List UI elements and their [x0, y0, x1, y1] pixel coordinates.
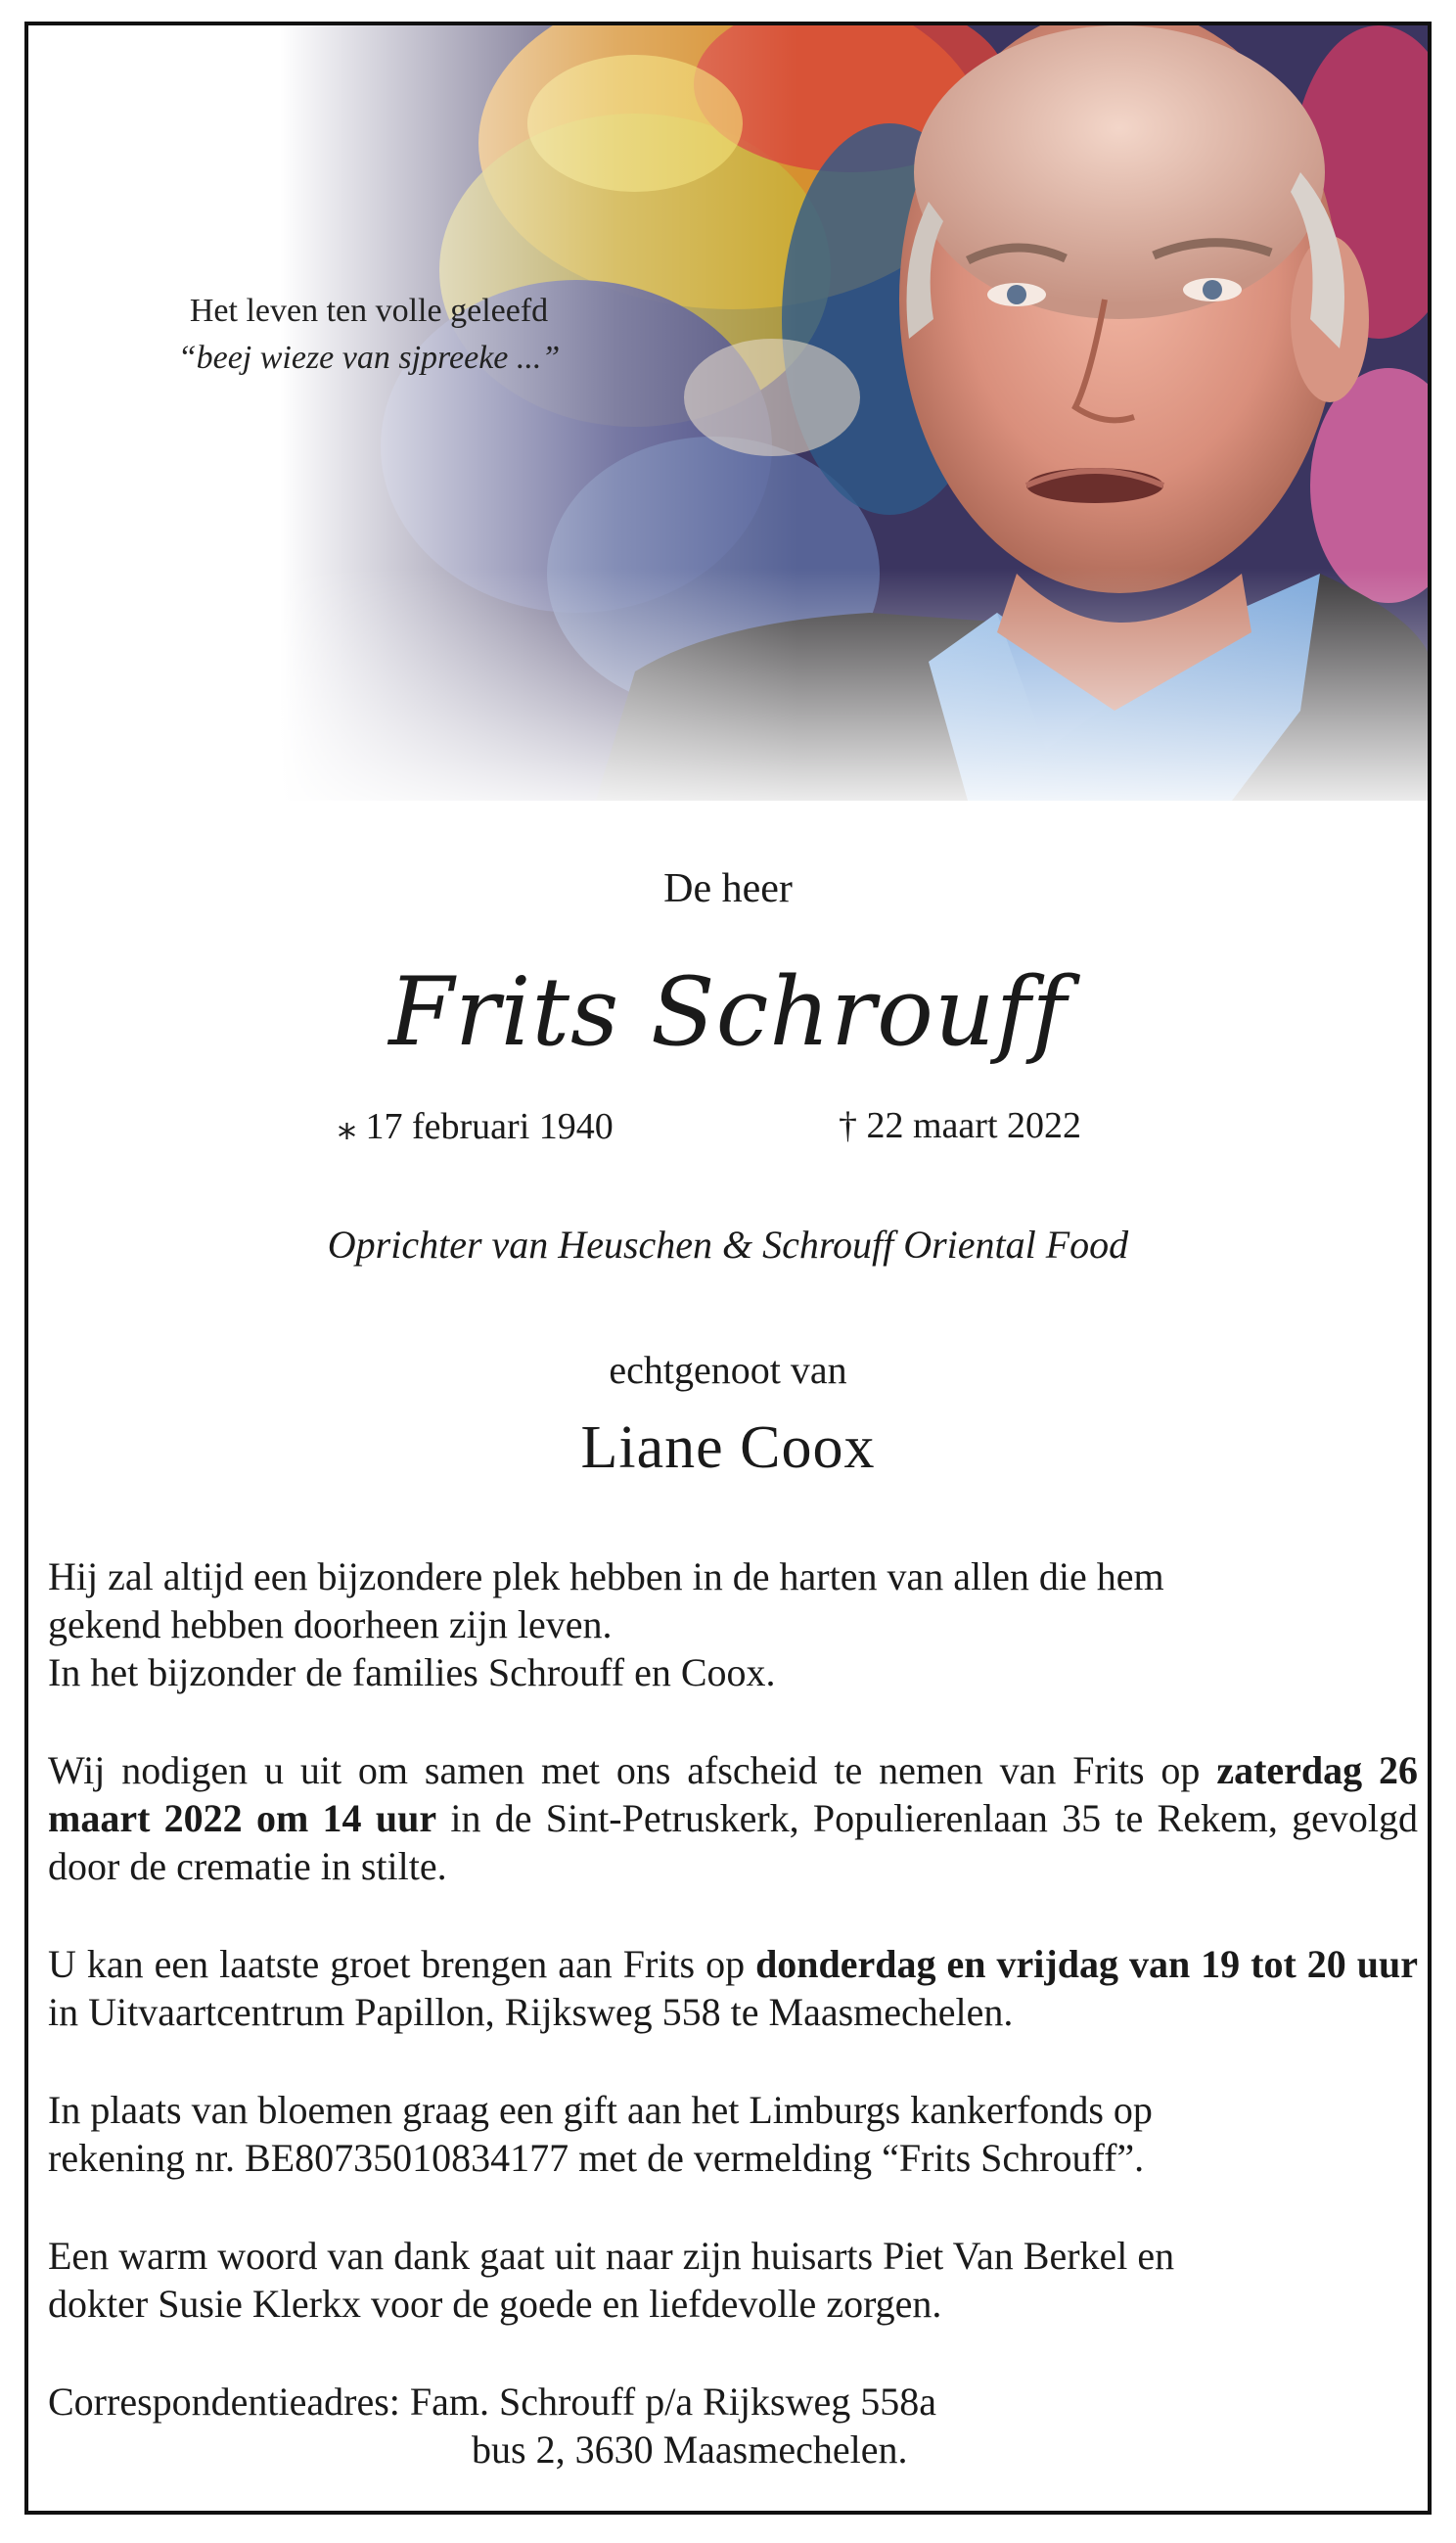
text-run: Wij nodigen u uit om samen met ons afscheid te nemen van Frits op [48, 1748, 1217, 1792]
text-line: Hij zal altijd een bijzondere plek hebben in de harten van allen die hem [48, 1554, 1164, 1598]
text-line: gekend hebben doorheen zijn leven. [48, 1602, 613, 1646]
paragraph-donation [48, 2086, 1418, 2182]
visitation-times: donderdag en vrijdag van 19 tot 20 uur [755, 1942, 1419, 1986]
motto-quote: “beej wieze van sjpreeke ...” [177, 340, 561, 376]
address-line: bus 2, 3630 Maasmechelen. [472, 2427, 908, 2472]
paragraph-remembrance [48, 1552, 1418, 1696]
founder-subtitle: Oprichter van Heuschen & Schrouff Oriental Food [327, 1223, 1129, 1267]
portrait-photo [28, 25, 1428, 801]
ceremony-datetime: zaterdag 26 maart 2022 om 14 uur [48, 1748, 1419, 1840]
text-line: rekening nr. BE80735010834177 met de vermelding “Frits Schrouff”. [48, 2136, 1145, 2180]
text-run: U kan een laatste groet brengen aan Frits op [48, 1942, 756, 1986]
spouse-label: echtgenoot van [609, 1348, 847, 1392]
announcement-body [48, 1552, 1418, 2515]
portrait-image [28, 25, 1428, 801]
motto [134, 288, 604, 382]
motto-line: Het leven ten volle geleefd [189, 293, 549, 329]
obituary-card [24, 22, 1432, 2515]
address-line: Correspondentieadres: Fam. Schrouff p/a Rijksweg 558a [48, 2380, 936, 2424]
text-line: In het bijzonder de families Schrouff en Coox. [48, 1650, 776, 1694]
paragraph-visitation [48, 1940, 1418, 2036]
text-line: dokter Susie Klerkx voor de goede en liefdevolle zorgen. [48, 2282, 942, 2326]
text-run: in de Sint-Petruskerk, Populierenlaan 35 te Rekem, gevolgd door de crematie in stilte. [48, 1796, 1418, 1888]
name-prefix: De heer [663, 866, 793, 911]
paragraph-thanks [48, 2232, 1418, 2328]
text-line: In plaats van bloemen graag een gift aan het Limburgs kankerfonds op [48, 2088, 1153, 2132]
death-date: † 22 maart 2022 [839, 1105, 1082, 1146]
text-line: Een warm woord van dank gaat uit naar zijn huisarts Piet Van Berkel en [48, 2234, 1175, 2278]
birth-date: ⁎ 17 februari 1940 [338, 1106, 614, 1147]
deceased-name: Frits Schrouff [388, 957, 1068, 1067]
paragraph-ceremony [48, 1746, 1418, 1890]
paragraph-address [48, 2378, 1418, 2474]
spouse-name: Liane Coox [580, 1414, 876, 1481]
text-run: in Uitvaartcentrum Papillon, Rijksweg 558 te Maasmechelen. [48, 1990, 1014, 2034]
